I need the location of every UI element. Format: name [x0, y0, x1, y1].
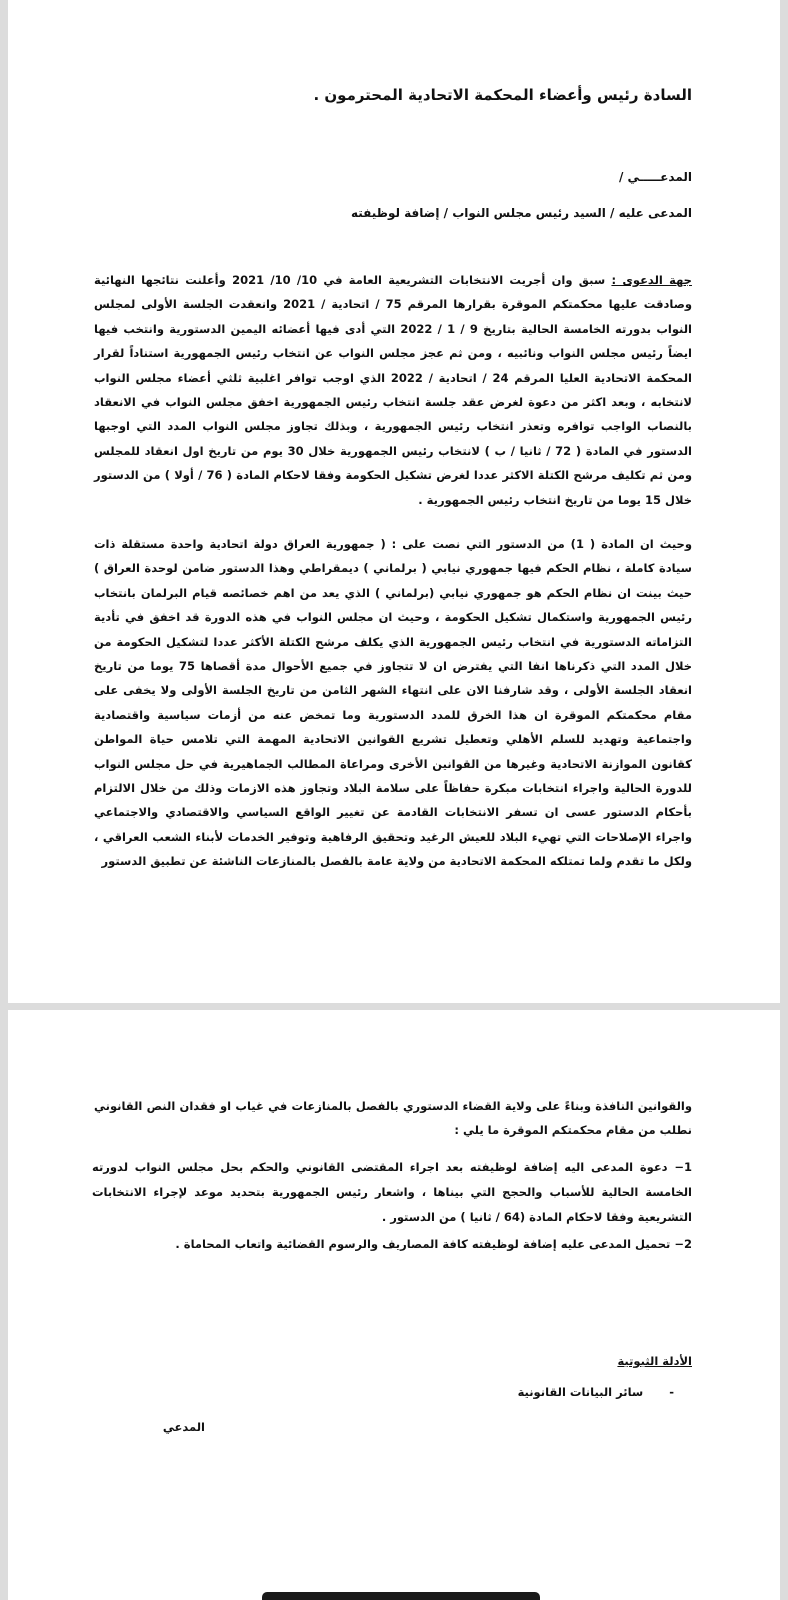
request-item-1 — [92, 1155, 692, 1230]
request-item-2 — [92, 1232, 692, 1257]
request-number: 1− — [674, 1160, 692, 1174]
defendant-line: المدعى عليه / السيد رئيس مجلس النواب / إضافة لوظيفته — [350, 206, 692, 220]
document-page-2 — [8, 1010, 780, 1600]
evidence-heading: الأدلة الثبوتية — [617, 1354, 692, 1368]
claim-paragraph — [94, 268, 692, 512]
requests-intro: والقوانين النافذة وبناءً على ولاية القضاء الدستوري بالفصل بالمنازعات في غياب او فقدان النص القانوني نطلب من مقام محكمتكم الموقرة ما يلي : — [94, 1099, 692, 1138]
claim-label: جهة الدعوى : — [611, 273, 692, 287]
scroll-indicator[interactable] — [262, 1592, 540, 1600]
request-number: 2− — [674, 1237, 692, 1251]
document-page-1 — [8, 0, 780, 1003]
claim-text: سبق وان أجريت الانتخابات التشريعية العامة في 10/ 10/ 2021 وأعلنت نتائجها النهائية وصادقت عليها محكمتكم الموقرة بقرارها المرقم 75 / اتحادية / 2021 وانعقدت الجلسة الأولى لمجلس النواب بدورته الخامسة الحالية بتاريخ 9 / 1 / 2022 التي أدى فيها أعضائه اليمين الدستورية وانتخب فيها ايضاً رئيس مجلس النواب ونائبيه ، ومن ثم عجز مجلس النواب عن انتخاب رئيس الجمهورية استناداً لقرار المحكمة الاتحادية العليا المرقم 24 / اتحادية / 2022 الذي اوجب توافر اغلبية ثلثي أعضاء مجلس النواب لانتخابه ، وبعد اكثر من دعوة لغرض عقد جلسة انتخاب رئيس الجمهورية اخفق مجلس النواب في الانعقاد بالنصاب الواجب توافره وتعذر انتخاب رئيس الجمهورية ، وبذلك تجاوز مجلس النواب المدد التي اوجبها الدستور في المادة ( 72 / ثانيا / ب ) لانتخاب رئيس الجمهورية خلال 30 يوم من تاريخ اول انعقاد للمجلس ومن ثم تكليف مرشح الكتلة الاكثر عددا لغرض تشكيل الحكومة وفقا لاحكام المادة ( 76 / أولا ) من الدستور خلال 15 يوما من تاريخ انتخاب رئيس الجمهورية . — [94, 273, 692, 507]
evidence-bullet: - — [669, 1385, 674, 1399]
request-text: دعوة المدعى اليه إضافة لوظيفته بعد اجراء المقتضى القانوني والحكم بحل مجلس النواب لدورته الخامسة الحالية للأسباب والحجج التي بيناها ، واشعار رئيس الجمهورية بتحديد موعد لإجراء الانتخابات التشريعية وفقا لاحكام المادة (64 / ثانيا ) من الدستور . — [92, 1160, 692, 1224]
evidence-text: سائر البيانات القانونية — [517, 1385, 644, 1399]
request-text: تحميل المدعى عليه إضافة لوظيفته كافة المصاريف والرسوم القضائية واتعاب المحاماة . — [175, 1237, 671, 1251]
constitution-paragraph: وحيث ان المادة ( 1) من الدستور التي نصت على : ( جمهورية العراق دولة اتحادية واحدة مستقلة ذات سيادة كاملة ، نظام الحكم فيها جمهوري نيابي ( برلماني ) ديمقراطي وهذا الدستور ضامن لوحدة العراق ) حيث بينت ان نظام الحكم هو جمهوري نيابي (برلماني ) الذي يعد من اهم خصائصه قيام البرلمان بانتخاب رئيس الجمهورية واستكمال تشكيل الحكومة ، وحيث ان مجلس النواب في هذه الدورة قد اخفق في تأدية التزاماته الدستورية في انتخاب رئيس الجمهورية الذي يكلف مرشح الكتلة الأكثر عددا لتشكيل الحكومة من خلال المدد التي ذكرناها انفا التي يفترض ان لا تتجاوز في جميع الأحوال مدة أقصاها 75 يوما من تاريخ انعقاد الجلسة الأولى ، وقد شارفنا الان على انتهاء الشهر الثامن من تاريخ الجلسة الأولى ولا يخفى على مقام محكمتكم الموقرة ان هذا الخرق للمدد الدستورية وما تمخض عنه من أزمات سياسية واقتصادية واجتماعية وتهديد للسلم الأهلي وتعطيل تشريع القوانين الاتحادية المهمة التي تلامس حياة المواطن كقانون الموازنة الاتحادية وغيرها من القوانين الأخرى ومراعاة المطالب الجماهيرية في حل مجلس النواب للدورة الحالية واجراء انتخابات مبكرة حفاظاً على سلامة البلاد وتجاوز هذه الازمات وذلك من خلال الالتزام بأحكام الدستور عسى ان تسفر الانتخابات القادمة عن تغيير الواقع السياسي والاقتصادي والاجتماعي واجراء الإصلاحات التي تهيء البلاد للعيش الرغيد وتحقيق الرفاهية وتوفير الخدمات لأبناء الشعب العراقي ، ولكل ما تقدم ولما تمتلكه المحكمة الاتحادية من ولاية عامة بالفصل بالمنازعات الناشئة عن تطبيق الدستور — [94, 537, 693, 869]
signature-label: المدعي — [162, 1420, 205, 1434]
page-heading: السادة رئيس وأعضاء المحكمة الاتحادية المحترمون . — [313, 86, 692, 104]
plaintiff-line: المدعـــــي / — [618, 170, 692, 184]
evidence-item — [518, 1385, 674, 1399]
